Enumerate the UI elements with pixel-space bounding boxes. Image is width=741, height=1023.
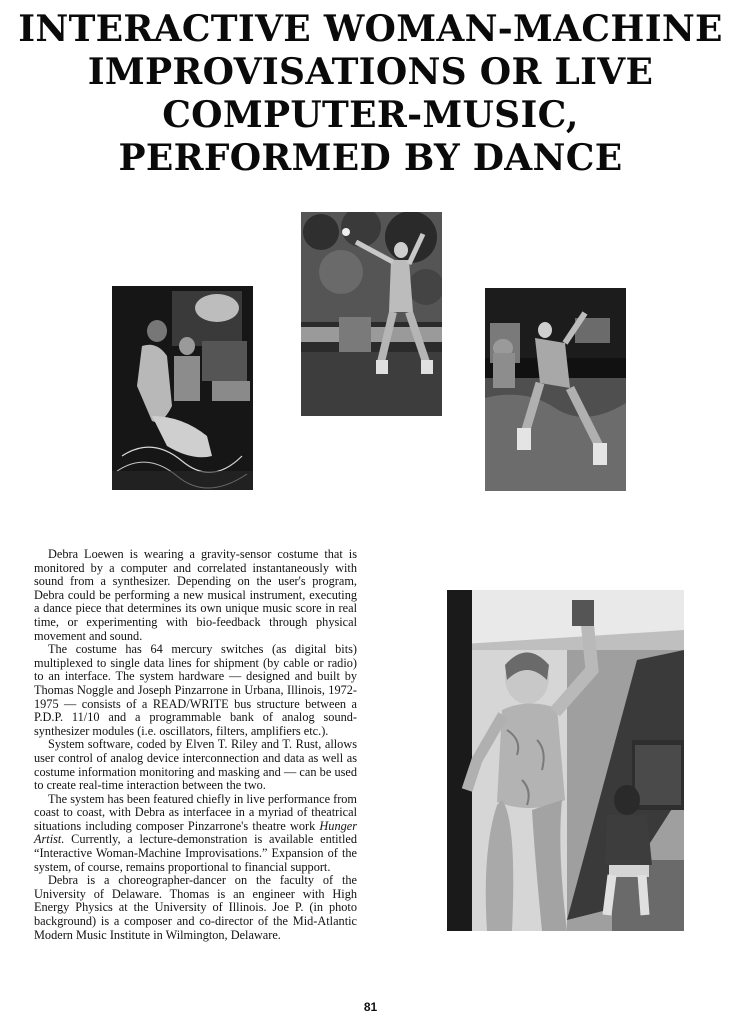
title-line: COMPUTER-MUSIC,: [162, 94, 579, 136]
title-line: PERFORMED BY DANCE: [118, 137, 623, 179]
article-body: [34, 548, 357, 942]
photo-dancer-outdoor-trees: [301, 212, 442, 416]
title-line: INTERACTIVE WOMAN-MACHINE: [18, 8, 723, 50]
title-line: IMPROVISATIONS OR LIVE: [87, 51, 654, 93]
paragraph: System software, coded by Elven T. Riley and T. Rust, allows user control of analog device interconnection and data as well as costume information monitoring and masking and — can be used to create real-time interaction between the two.: [34, 737, 357, 793]
paragraph-text: Currently, a lecture-demonstration is available entitled “Interactive Woman-Machine Improvisations.” Expansion of the system, of course, remains proportional to financial support.: [34, 832, 357, 874]
photo-dancer-lunge-grass: [485, 288, 626, 491]
paragraph: Debra Loewen is wearing a gravity-sensor costume that is monitored by a computer and correlated instantaneously with sound from a synthesizer. Depending on the user's program, Debra could be performing a new musical instrument, executing a dance piece that determines its own unique music score in real time, or experimenting with bio-feedback through physical movement and sound.: [34, 547, 357, 643]
paragraph-text: The system has been featured chiefly in live performance from coast to coast, with Debra as interfacee in a myriad of theatrical situations including composer Pinzarrone's theatre work: [34, 791, 358, 833]
photo-dancer-arm-raised: [447, 590, 684, 931]
page-number: 81: [363, 1000, 378, 1014]
article-title: [0, 8, 741, 180]
paragraph: Debra is a choreographer-dancer on the faculty of the University of Delaware. Thomas is an engineer with High Energy Physics at the University of Illinois. Joe P. (in photo background) is a composer and co-director of the Mid-Atlantic Modern Music Institute in Wilmington, Delaware.: [34, 873, 357, 942]
paragraph: [34, 793, 357, 875]
paragraph: The costume has 64 mercury switches (as digital bits) multiplexed to single data lines for shipment (by cable or radio) to an interface. The system hardware — designed and built by Thomas Noggle and Joseph Pinzarrone in Urbana, Illinois, 1972-1975 — consists of a READ/WRITE bus structure between a P.D.P. 11/10 and a programmable bank of analog sound-synthesizer modules (i.e. oscillators, filters, amplifiers etc.).: [34, 642, 357, 738]
photo-dancer-indoor-wires: [112, 286, 253, 490]
work-title: Hunger Artist.: [34, 818, 357, 847]
